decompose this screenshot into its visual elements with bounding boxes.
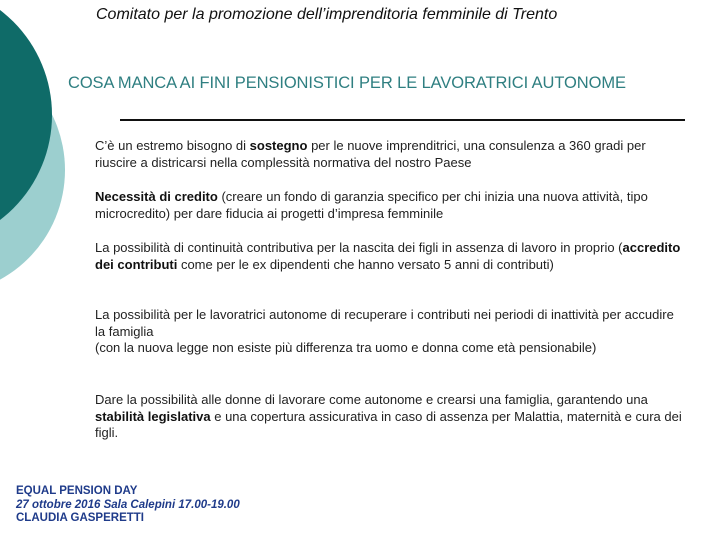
p5-text-a: Dare la possibilità alle donne di lavorare come autonome e crearsi una famiglia, garantendo una [95,392,648,407]
title-divider [120,119,685,121]
paragraph-credito [95,189,685,222]
p3-text-a: La possibilità di continuità contributiva per la nascita dei figli in assenza di lavoro in proprio ( [95,240,623,255]
decorative-circles [0,0,90,300]
footer-event: EQUAL PENSION DAY [16,485,138,497]
p3-bold: accredito dei contributi [95,240,681,272]
footer [16,485,336,526]
paragraph-sostegno [95,138,685,171]
p5-text-c: e una copertura assicurativa in caso di assenza per Malattia, maternità e cura dei figli. [95,408,682,440]
p2-bold: Necessità di credito [95,189,218,204]
p4-line1: La possibilità per le lavoratrici autonome di recuperare i contributi nei periodi di inattività per accudire la famiglia [95,307,674,339]
footer-author: CLAUDIA GASPERETTI [16,512,144,524]
p1-text-a: C’è un estremo bisogno di [95,138,250,153]
p1-text-c: per le nuove imprenditrici, una consulenza a 360 gradi per riuscire a districarsi nella complessità normativa del nostro Paese [95,138,646,170]
p2-text-c: (creare un fondo di garanzia specifico per chi inizia una nuova attività, tipo microcredito) per dare fiducia ai progetti d’impresa femminile [95,189,648,221]
header-title: Comitato per la promozione dell’imprenditoria femminile di Trento [96,6,558,23]
paragraph-famiglia [95,392,685,442]
p1-bold: sostegno [249,138,308,153]
p3-text-c: come per le ex dipendenti che hanno versato 5 anni di contributi) [177,256,554,272]
footer-date-location: 27 ottobre 2016 Sala Calepini 17.00-19.00 [16,498,240,511]
p4-line2: (con la nuova legge non esiste più differenza tra uomo e donna come età pensionabile) [95,340,597,355]
paragraph-recupero [95,307,685,357]
page-title: COSA MANCA AI FINI PENSIONISTICI PER LE LAVORATRICI AUTONOME [68,74,626,92]
paragraph-contributi [95,240,685,273]
p5-bold: stabilità legislativa [95,408,211,424]
